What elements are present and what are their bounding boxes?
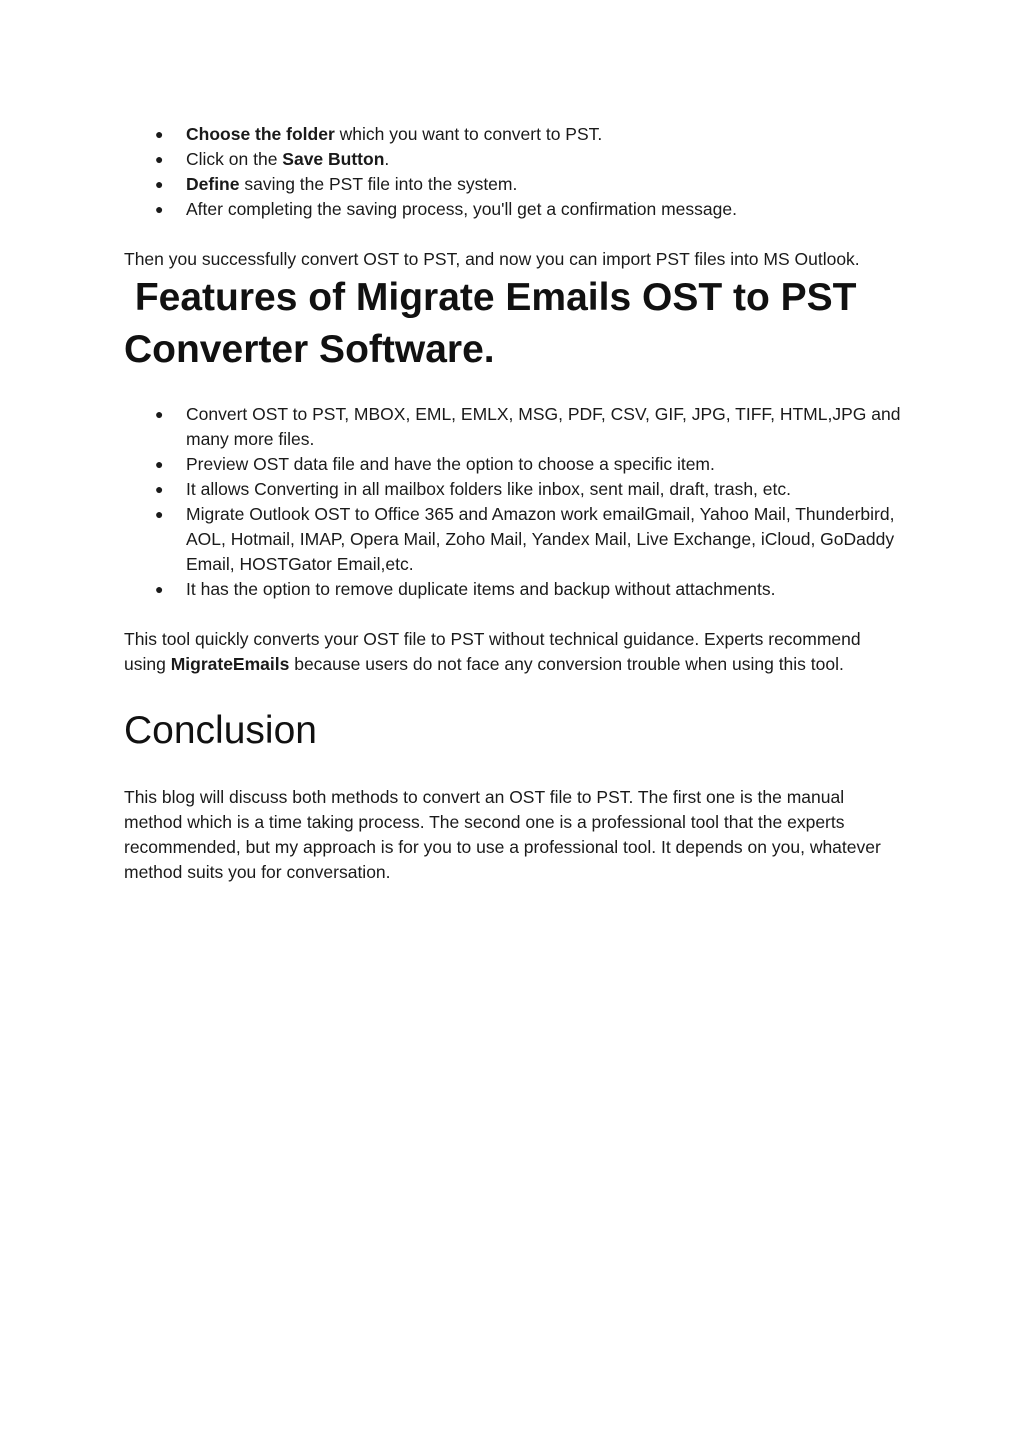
bullet-icon: ●: [155, 151, 164, 167]
list-item: [124, 452, 904, 477]
list-item: [124, 477, 904, 502]
tool-name: MigrateEmails: [170, 654, 290, 674]
list-item: [124, 172, 904, 197]
list-item: [124, 147, 904, 172]
conclusion-heading: Conclusion: [124, 709, 317, 752]
bullet-icon: ●: [155, 126, 164, 142]
features-heading: Features of Migrate Emails OST to PST Converter Software.: [124, 276, 868, 371]
feature-text: Preview OST data file and have the option to choose a specific item.: [186, 454, 715, 474]
bullet-icon: ●: [155, 176, 164, 192]
list-item: [124, 502, 904, 577]
steps-list: [124, 122, 904, 222]
feature-text: It allows Converting in all mailbox folders like inbox, sent mail, draft, trash, etc.: [186, 479, 791, 499]
feature-text: Migrate Outlook OST to Office 365 and Amazon work emailGmail, Yahoo Mail, Thunderbird, AOL, Hotmail, IMAP, Opera Mail, Zoho Mail, Yandex Mail, Live Exchange, iCloud, GoDaddy Email, HOSTGator Email,etc.: [186, 504, 895, 574]
step-text: .: [384, 149, 390, 169]
features-list: [124, 402, 904, 602]
list-item: [124, 197, 904, 222]
list-item: [124, 122, 904, 147]
tool-para-text: because users do not face any conversion trouble when using this tool.: [289, 654, 844, 674]
bullet-icon: ●: [155, 481, 164, 497]
list-item: [124, 402, 904, 452]
document-page: [124, 122, 904, 885]
list-item: [124, 577, 904, 602]
step-bold: Save Button: [282, 149, 385, 169]
tool-paragraph: [124, 627, 904, 677]
step-bold: Define: [186, 174, 240, 194]
step-text: After completing the saving process, you'll get a confirmation message.: [186, 199, 737, 219]
tool-para-text: This tool quickly converts your OST file to PST without technical guidance. Experts recommend using: [124, 629, 861, 674]
step-text: Click on the: [186, 149, 283, 169]
bullet-icon: ●: [155, 406, 164, 422]
intro-paragraph: Then you successfully convert OST to PST, and now you can import PST files into MS Outlook.: [124, 249, 860, 269]
step-text: saving the PST file into the system.: [239, 174, 518, 194]
step-text: which you want to convert to PST.: [334, 124, 603, 144]
bullet-icon: ●: [155, 581, 164, 597]
step-bold: Choose the folder: [186, 124, 335, 144]
conclusion-paragraph: This blog will discuss both methods to convert an OST file to PST. The first one is the manual method which is a time taking process. The second one is a professional tool that the experts recommended, but my approach is for you to use a professional tool. It depends on you, whatever method suits you for conversation.: [124, 787, 881, 882]
feature-text: Convert OST to PST, MBOX, EML, EMLX, MSG, PDF, CSV, GIF, JPG, TIFF, HTML,JPG and many more files.: [186, 404, 901, 449]
bullet-icon: ●: [155, 201, 164, 217]
feature-text: It has the option to remove duplicate items and backup without attachments.: [186, 579, 776, 599]
bullet-icon: ●: [155, 506, 164, 522]
bullet-icon: ●: [155, 456, 164, 472]
